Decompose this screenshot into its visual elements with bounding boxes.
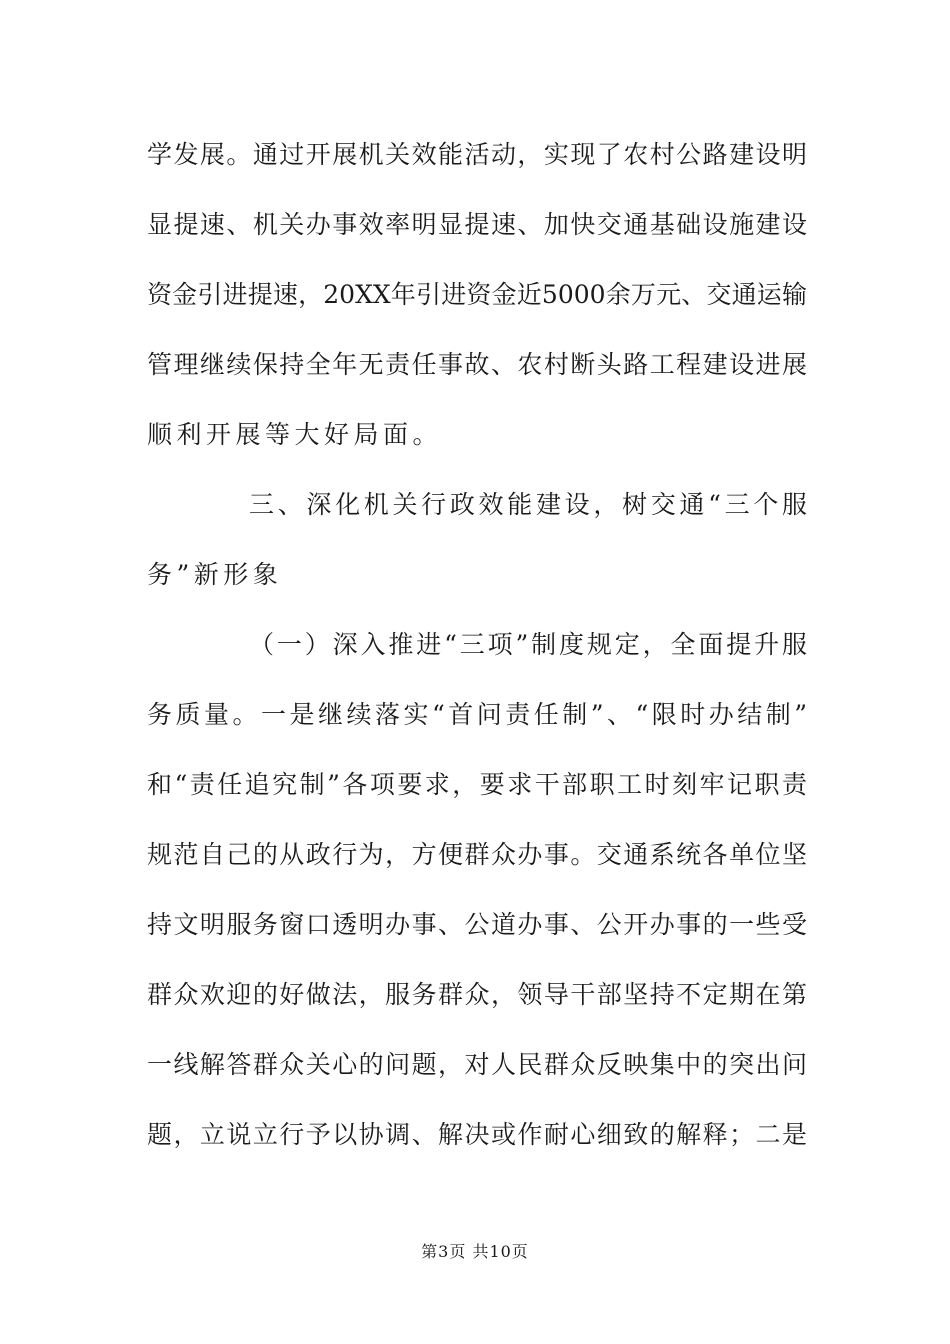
section-heading-line: 三、深化机关行政效能建设，树交通“三个服 [249, 490, 807, 519]
paragraph-line: 管理继续保持全年无责任事故、农村断头路工程建设进展 [147, 350, 807, 379]
page-number-footer: 第3页 共10页 [421, 1242, 529, 1261]
paragraph-line: 资金引进提速，20XX年引进资金近5000余万元、交通运输 [147, 280, 807, 309]
paragraph-line: 显提速、机关办事效率明显提速、加快交通基础设施建设 [147, 210, 807, 239]
paragraph-line: 学发展。通过开展机关效能活动，实现了农村公路建设明 [147, 140, 807, 169]
paragraph-line: 群众欢迎的好做法，服务群众，领导干部坚持不定期在第 [147, 980, 807, 1009]
paragraph-line: 和“责任追究制”各项要求，要求干部职工时刻牢记职责 [147, 770, 807, 799]
section-heading-line: 务”新形象 [147, 560, 283, 589]
paragraph-line: （一）深入推进“三项”制度规定，全面提升服 [249, 630, 807, 659]
paragraph-line: 顺利开展等大好局面。 [147, 420, 443, 449]
paragraph-line: 规范自己的从政行为，方便群众办事。交通系统各单位坚 [147, 840, 807, 869]
paragraph-line: 持文明服务窗口透明办事、公道办事、公开办事的一些受 [147, 910, 807, 939]
paragraph-line: 题，立说立行予以协调、解决或作耐心细致的解释；二是 [147, 1120, 807, 1149]
paragraph-line: 一线解答群众关心的问题，对人民群众反映集中的突出问 [147, 1050, 807, 1079]
paragraph-line: 务质量。一是继续落实“首问责任制”、“限时办结制” [147, 700, 807, 729]
